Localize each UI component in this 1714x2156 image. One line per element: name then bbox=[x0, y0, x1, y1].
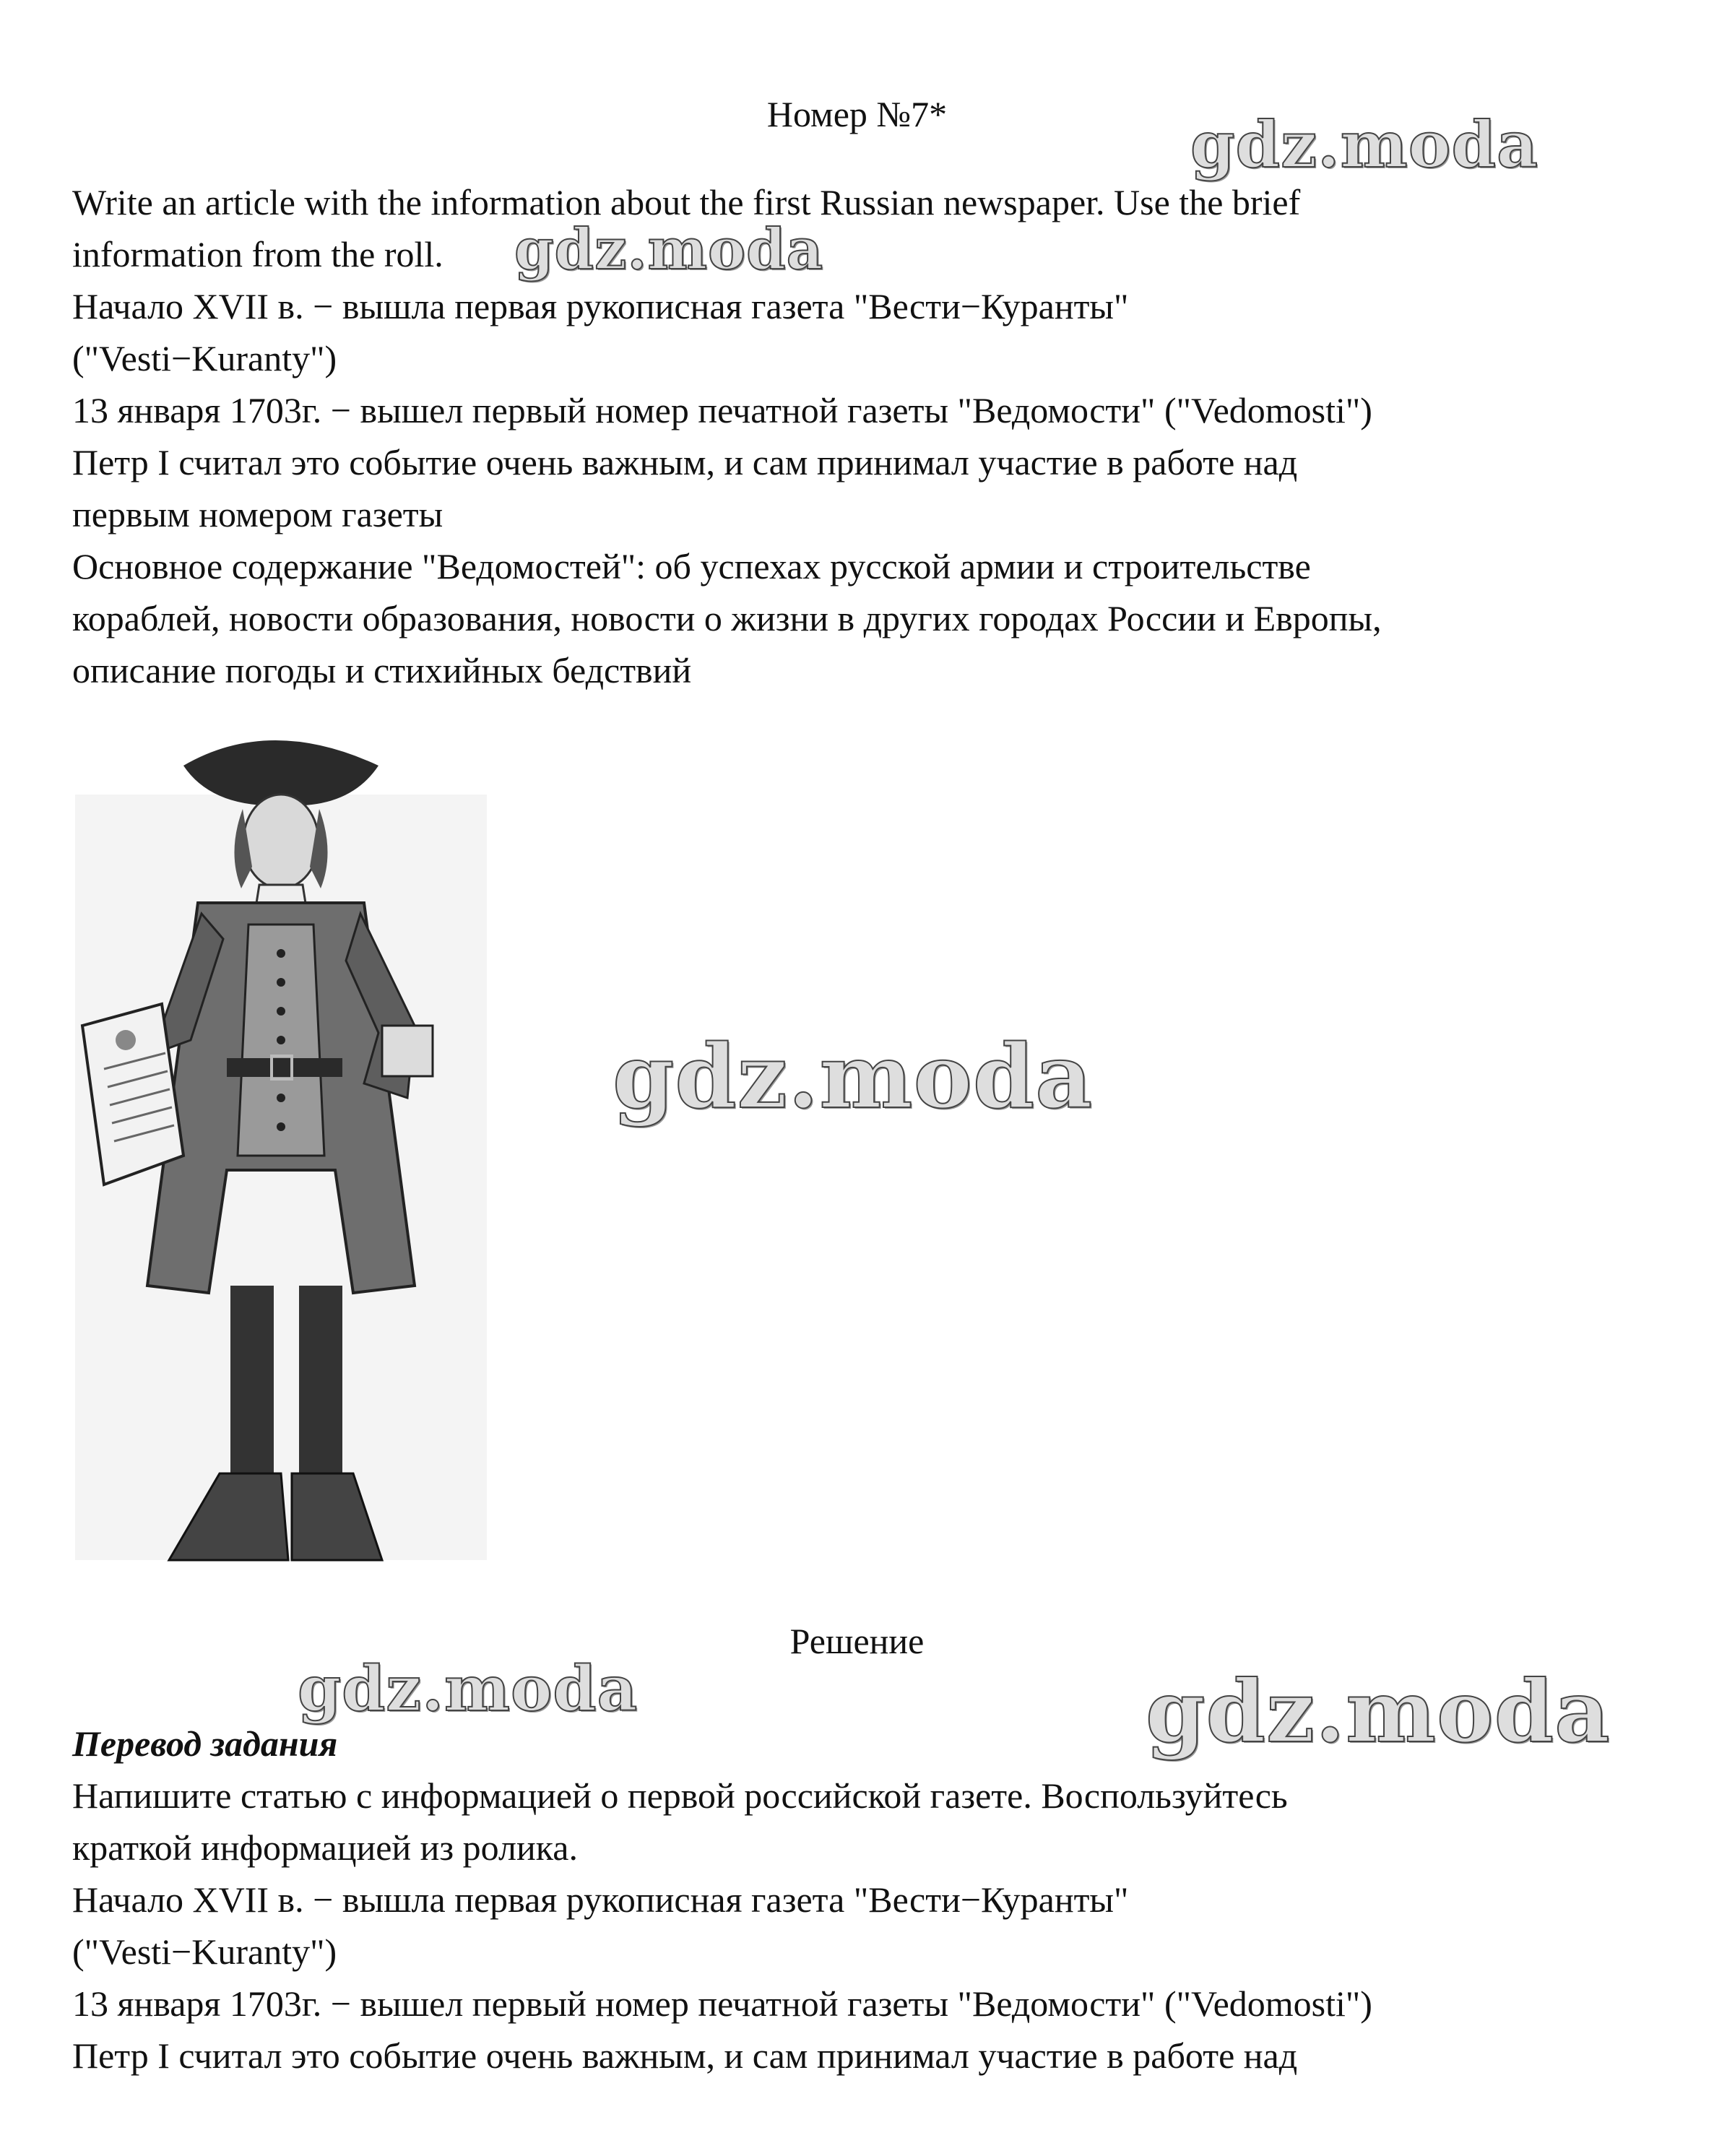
task-text bbox=[72, 176, 1661, 696]
watermark: gdz.moda bbox=[613, 1024, 1094, 1128]
translation-text bbox=[72, 1770, 1661, 2082]
solution-heading: Решение bbox=[789, 1621, 925, 1661]
text-line: Основное содержание "Ведомостей": об успехах русской армии и строительстве bbox=[72, 546, 1311, 586]
translation-title: Перевод задания bbox=[72, 1723, 338, 1764]
text-line: Начало XVII в. − вышла первая рукописная газета "Вести−Куранты" bbox=[72, 286, 1129, 326]
text-line: Write an article with the information about the first Russian newspaper. Use the brief bbox=[72, 182, 1301, 222]
text-line: кораблей, новости образования, новости о жизни в других городах России и Европы, bbox=[72, 598, 1382, 638]
watermark: gdz.moda bbox=[1190, 107, 1539, 182]
text-line: краткой информацией из ролика. bbox=[72, 1827, 578, 1868]
text-line: 13 января 1703г. − вышел первый номер печатной газеты "Ведомости" ("Vedomosti") bbox=[72, 390, 1372, 430]
exercise-number: Номер №7* bbox=[766, 94, 948, 134]
text-line: Начало XVII в. − вышла первая рукописная газета "Вести−Куранты" bbox=[72, 1879, 1129, 1920]
peter-the-great-illustration bbox=[75, 722, 487, 1582]
text-line: первым номером газеты bbox=[72, 494, 443, 534]
text-line: Напишите статью с информацией о первой российской газете. Воспользуйтесь bbox=[72, 1775, 1288, 1816]
text-line: information from the roll. bbox=[72, 234, 443, 274]
text-line: 13 января 1703г. − вышел первый номер печатной газеты "Ведомости" ("Vedomosti") bbox=[72, 1983, 1372, 2024]
text-line: Петр I считал это событие очень важным, и сам принимал участие в работе над bbox=[72, 442, 1298, 482]
watermark: gdz.moda bbox=[298, 1653, 639, 1726]
text-line: ("Vesti−Kuranty") bbox=[72, 338, 337, 378]
text-line: описание погоды и стихийных бедствий bbox=[72, 650, 692, 690]
watermark: gdz.moda bbox=[514, 217, 824, 282]
text-line: Петр I считал это событие очень важным, и сам принимал участие в работе над bbox=[72, 2035, 1298, 2076]
watermark: gdz.moda bbox=[1146, 1661, 1611, 1762]
text-line: ("Vesti−Kuranty") bbox=[72, 1931, 337, 1972]
